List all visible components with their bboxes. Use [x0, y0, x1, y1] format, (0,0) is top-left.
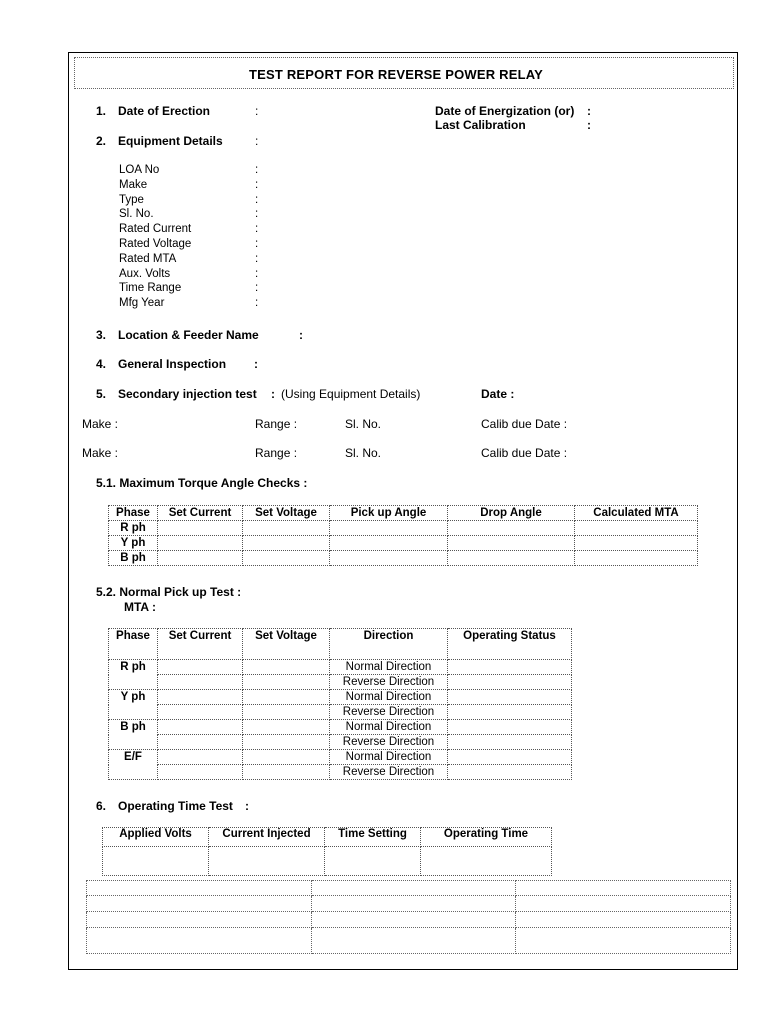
sl-no-label: Sl. No.	[345, 417, 382, 431]
range-label: Range :	[255, 417, 298, 431]
equipment-details-colon: :	[255, 134, 259, 148]
table-row	[109, 690, 572, 705]
grid-cell[interactable]	[516, 896, 731, 912]
phase-cell: R ph	[109, 521, 158, 536]
normal-pickup-table	[108, 628, 572, 780]
field-colon: :	[255, 223, 259, 236]
last-calibration-colon: :	[587, 118, 591, 132]
range-label: Range :	[255, 446, 298, 460]
section-5-number: 5.	[96, 387, 107, 401]
table-row	[87, 928, 731, 954]
table-row	[109, 720, 572, 735]
field-colon: :	[255, 164, 259, 176]
table-header-row	[109, 629, 572, 660]
field-colon: :	[255, 252, 259, 265]
calib-due-date-label: Calib due Date :	[481, 417, 568, 431]
calib-due-date-label: Calib due Date :	[481, 446, 568, 460]
field-colon: :	[255, 267, 259, 280]
table-row	[109, 735, 572, 750]
direction-cell: Normal Direction	[330, 690, 448, 705]
field-colon: :	[255, 178, 259, 191]
status-cell[interactable]	[448, 675, 572, 690]
grid-cell[interactable]	[87, 912, 312, 928]
set-voltage-cell[interactable]	[243, 675, 330, 690]
operating-time-table	[102, 827, 552, 876]
status-cell[interactable]	[448, 705, 572, 720]
mta-label: MTA :	[124, 600, 156, 614]
set-voltage-cell[interactable]	[243, 536, 330, 551]
column-header: Direction	[330, 629, 448, 660]
set-current-cell[interactable]	[158, 735, 243, 750]
set-current-cell[interactable]	[158, 521, 243, 536]
status-cell[interactable]	[448, 660, 572, 675]
field-colon: :	[255, 208, 259, 221]
section-2-number: 2.	[96, 134, 107, 148]
set-voltage-cell[interactable]	[243, 720, 330, 735]
table-row	[87, 912, 731, 928]
column-header: Pick up Angle	[330, 506, 448, 521]
section-6-number: 6.	[96, 799, 107, 813]
equipment-field: Sl. No.	[119, 208, 154, 221]
secondary-injection-label: Secondary injection test	[118, 387, 257, 401]
pickup-angle-cell[interactable]	[330, 551, 448, 566]
date-of-erection-label: Date of Erection	[118, 104, 211, 118]
set-voltage-cell[interactable]	[243, 660, 330, 675]
column-header: Time Setting	[325, 828, 421, 847]
direction-cell: Normal Direction	[330, 750, 448, 765]
equipment-field: Type	[119, 193, 144, 206]
table-header-row	[103, 828, 552, 847]
grid-cell[interactable]	[312, 928, 516, 954]
phase-cell: B ph	[109, 551, 158, 566]
make-label: Make :	[82, 417, 119, 431]
status-cell[interactable]	[448, 765, 572, 780]
grid-cell[interactable]	[87, 928, 312, 954]
pickup-angle-cell[interactable]	[330, 521, 448, 536]
applied-volts-cell[interactable]	[103, 847, 209, 876]
equipment-field: Rated Current	[119, 223, 192, 236]
equipment-colon-list	[255, 163, 258, 311]
table-row	[109, 551, 698, 566]
pickup-angle-cell[interactable]	[330, 536, 448, 551]
set-current-cell[interactable]	[158, 690, 243, 705]
column-header: Operating Status	[448, 629, 572, 660]
equipment-field: Mfg Year	[119, 297, 165, 310]
last-calibration-label: Last Calibration	[435, 118, 526, 132]
section-5-1-heading: 5.1. Maximum Torque Angle Checks :	[96, 476, 308, 490]
grid-cell[interactable]	[516, 881, 731, 896]
set-voltage-cell[interactable]	[243, 750, 330, 765]
direction-cell: Normal Direction	[330, 660, 448, 675]
field-colon: :	[255, 297, 259, 310]
status-cell[interactable]	[448, 750, 572, 765]
direction-cell: Normal Direction	[330, 720, 448, 735]
field-colon: :	[255, 282, 259, 295]
direction-cell: Reverse Direction	[330, 675, 448, 690]
location-feeder-label: Location & Feeder Name	[118, 328, 259, 342]
table-row	[87, 881, 731, 896]
set-voltage-cell[interactable]	[243, 521, 330, 536]
set-current-cell[interactable]	[158, 750, 243, 765]
equipment-details-label: Equipment Details	[118, 134, 223, 148]
secondary-injection-colon: :	[271, 387, 275, 401]
equipment-field: Rated MTA	[119, 252, 177, 265]
set-current-cell[interactable]	[158, 551, 243, 566]
drop-angle-cell[interactable]	[448, 551, 575, 566]
column-header: Set Voltage	[243, 629, 330, 660]
status-cell[interactable]	[448, 690, 572, 705]
grid-cell[interactable]	[87, 881, 312, 896]
drop-angle-cell[interactable]	[448, 536, 575, 551]
grid-cell[interactable]	[312, 896, 516, 912]
equipment-field-list	[119, 163, 191, 311]
time-setting-cell[interactable]	[325, 847, 421, 876]
grid-cell[interactable]	[516, 912, 731, 928]
equipment-field: Aux. Volts	[119, 267, 171, 280]
phase-cell: R ph	[109, 660, 158, 690]
drop-angle-cell[interactable]	[448, 521, 575, 536]
mta-check-table	[108, 505, 698, 566]
table-row	[109, 660, 572, 675]
operating-time-label: Operating Time Test	[118, 799, 233, 813]
equipment-field: Rated Voltage	[119, 237, 192, 250]
field-colon: :	[255, 237, 259, 250]
phase-cell: Y ph	[109, 536, 158, 551]
table-row	[109, 705, 572, 720]
test-date-label: Date :	[481, 387, 515, 401]
table-row	[109, 675, 572, 690]
current-injected-cell[interactable]	[209, 847, 325, 876]
make-label: Make :	[82, 446, 119, 460]
general-inspection-colon: :	[254, 357, 258, 371]
column-header: Applied Volts	[103, 828, 209, 847]
report-title: TEST REPORT FOR REVERSE POWER RELAY	[249, 67, 544, 82]
equipment-field: Time Range	[119, 282, 182, 295]
column-header: Current Injected	[209, 828, 325, 847]
date-of-erection-colon: :	[255, 104, 259, 118]
set-current-cell[interactable]	[158, 675, 243, 690]
table-row	[87, 896, 731, 912]
column-header: Drop Angle	[448, 506, 575, 521]
set-current-cell[interactable]	[158, 720, 243, 735]
column-header: Set Current	[158, 506, 243, 521]
equipment-field: LOA No	[119, 164, 160, 176]
energization-colon: :	[587, 104, 591, 118]
table-row	[103, 847, 552, 876]
grid-cell[interactable]	[312, 912, 516, 928]
table-row	[109, 765, 572, 780]
set-voltage-cell[interactable]	[243, 705, 330, 720]
general-inspection-label: General Inspection	[118, 357, 227, 371]
column-header: Calculated MTA	[575, 506, 698, 521]
table-row	[109, 750, 572, 765]
table-header-row	[109, 506, 698, 521]
operating-time-cell[interactable]	[421, 847, 552, 876]
equipment-field: Make	[119, 178, 148, 191]
column-header: Phase	[109, 629, 158, 660]
direction-cell: Reverse Direction	[330, 735, 448, 750]
field-colon: :	[255, 193, 259, 206]
phase-cell: E/F	[109, 750, 158, 780]
grid-cell[interactable]	[312, 881, 516, 896]
grid-cell[interactable]	[516, 928, 731, 954]
column-header: Set Voltage	[243, 506, 330, 521]
section-5-2-heading: 5.2. Normal Pick up Test :	[96, 585, 242, 599]
set-voltage-cell[interactable]	[243, 765, 330, 780]
phase-cell: B ph	[109, 720, 158, 750]
column-header: Phase	[109, 506, 158, 521]
remarks-grid	[86, 880, 731, 954]
calculated-mta-cell[interactable]	[575, 521, 698, 536]
location-feeder-colon: :	[299, 328, 303, 342]
direction-cell: Reverse Direction	[330, 765, 448, 780]
set-current-cell[interactable]	[158, 536, 243, 551]
set-current-cell[interactable]	[158, 660, 243, 675]
secondary-injection-note: (Using Equipment Details)	[281, 387, 421, 401]
sl-no-label: Sl. No.	[345, 446, 382, 460]
section-3-number: 3.	[96, 328, 107, 342]
calculated-mta-cell[interactable]	[575, 551, 698, 566]
set-voltage-cell[interactable]	[243, 551, 330, 566]
operating-time-colon: :	[245, 799, 249, 813]
section-1-number: 1.	[96, 104, 107, 118]
section-4-number: 4.	[96, 357, 107, 371]
set-current-cell[interactable]	[158, 765, 243, 780]
phase-cell: Y ph	[109, 690, 158, 720]
grid-cell[interactable]	[87, 896, 312, 912]
set-voltage-cell[interactable]	[243, 735, 330, 750]
status-cell[interactable]	[448, 720, 572, 735]
set-current-cell[interactable]	[158, 705, 243, 720]
table-row	[109, 521, 698, 536]
status-cell[interactable]	[448, 735, 572, 750]
energization-label: Date of Energization (or)	[435, 104, 575, 118]
column-header: Set Current	[158, 629, 243, 660]
calculated-mta-cell[interactable]	[575, 536, 698, 551]
direction-cell: Reverse Direction	[330, 705, 448, 720]
table-row	[109, 536, 698, 551]
column-header: Operating Time	[421, 828, 552, 847]
set-voltage-cell[interactable]	[243, 690, 330, 705]
